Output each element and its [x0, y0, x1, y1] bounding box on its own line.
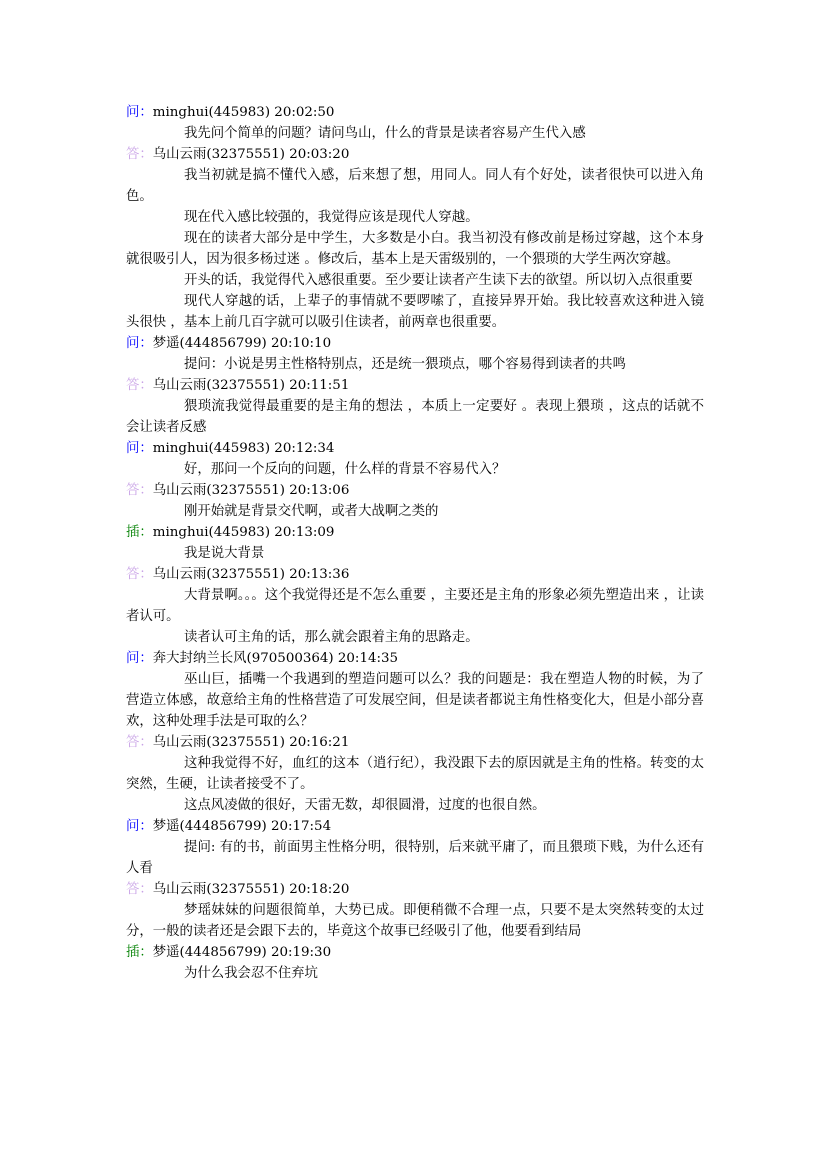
insert-tag: 插：	[126, 945, 153, 960]
entry-header	[126, 438, 704, 459]
entry-header	[126, 816, 704, 837]
answer-tag: 答：	[126, 378, 153, 393]
transcript-entry	[126, 480, 704, 522]
speaker-timestamp: 乌山云雨(32375551) 20:18:20	[152, 882, 350, 897]
speaker-timestamp: 乌山云雨(32375551) 20:13:36	[152, 567, 350, 582]
answer-tag: 答：	[126, 147, 153, 162]
speaker-timestamp: 乌山云雨(32375551) 20:13:06	[152, 483, 350, 498]
message-paragraph: 我先问个简单的问题？请问鸟山，什么的背景是读者容易产生代入感	[184, 126, 586, 141]
transcript-entry	[126, 102, 704, 144]
answer-tag: 答：	[126, 567, 153, 582]
transcript-entry	[126, 732, 704, 816]
question-tag: 问：	[126, 819, 153, 834]
message-paragraph: 读者认可主角的话，那么就会跟着主角的思路走。	[184, 630, 479, 645]
message-paragraph: 我当初就是搞不懂代入感，后来想了想，用同人。同人有个好处，读者很快可以进入角色。	[126, 168, 704, 204]
chat-transcript	[126, 102, 704, 984]
message-paragraph: 大背景啊。。。这个我觉得还是不怎么重要 ，主要还是主角的形象必须先塑造出来 ，让读者认可。	[126, 588, 704, 624]
transcript-entry	[126, 942, 704, 984]
transcript-entry	[126, 816, 704, 879]
message-paragraph: 提问：小说是男主性格特别点，还是统一猥琐点，哪个容易得到读者的共鸣	[184, 357, 626, 372]
speaker-timestamp: 梦遥(444856799) 20:17:54	[152, 819, 332, 834]
speaker-timestamp: 梦遥(444856799) 20:19:30	[152, 945, 332, 960]
message-paragraph: 巫山巨，插嘴一个我遇到的塑造问题可以么？我的问题是：我在塑造人物的时候，为了营造立体感，故意给主角的性格营造了可发展空间，但是读者都说主角性格变化大，但是小部分喜欢，这种处理手法是可取的么？	[126, 672, 704, 729]
entry-header	[126, 732, 704, 753]
answer-tag: 答：	[126, 882, 153, 897]
message-paragraph: 这点风凌做的很好，天雷无数，却很圆滑，过度的也很自然。	[184, 798, 546, 813]
message-paragraph: 现代人穿越的话，上辈子的事情就不要啰嗦了，直接异界开始。我比较喜欢这种进入镜头很快 ，基本上前几百字就可以吸引住读者，前两章也很重要。	[126, 294, 704, 330]
message-paragraph: 好，那问一个反向的问题，什么样的背景不容易代入？	[184, 462, 506, 477]
transcript-entry	[126, 648, 704, 732]
question-tag: 问：	[126, 105, 153, 120]
message-paragraph: 我是说大背景	[184, 546, 265, 561]
entry-header	[126, 648, 704, 669]
speaker-timestamp: minghui(445983) 20:13:09	[152, 525, 335, 540]
speaker-timestamp: 乌山云雨(32375551) 20:11:51	[152, 378, 350, 393]
speaker-timestamp: 乌山云雨(32375551) 20:03:20	[152, 147, 350, 162]
message-paragraph: 提问: 有的书，前面男主性格分明，很特别，后来就平庸了，而且猥琐下贱，为什么还有人看	[126, 840, 704, 876]
transcript-entry	[126, 144, 704, 333]
answer-tag: 答：	[126, 735, 153, 750]
entry-header	[126, 942, 704, 963]
message-paragraph: 开头的话，我觉得代入感很重要。至少要让读者产生读下去的欲望。所以切入点很重要	[184, 273, 693, 288]
transcript-entry	[126, 438, 704, 480]
transcript-entry	[126, 333, 704, 375]
entry-header	[126, 879, 704, 900]
entry-header	[126, 333, 704, 354]
entry-header	[126, 522, 704, 543]
message-paragraph: 现在代入感比较强的，我觉得应该是现代人穿越。	[184, 210, 479, 225]
entry-header	[126, 480, 704, 501]
transcript-entry	[126, 564, 704, 648]
entry-header	[126, 102, 704, 123]
speaker-timestamp: 乌山云雨(32375551) 20:16:21	[152, 735, 350, 750]
transcript-entry	[126, 879, 704, 942]
question-tag: 问：	[126, 441, 153, 456]
message-paragraph: 这种我觉得不好，血红的这本（逍行纪），我没跟下去的原因就是主角的性格。转变的太突然，生硬，让读者接受不了。	[126, 756, 704, 792]
entry-header	[126, 375, 704, 396]
speaker-timestamp: 奔大封纳兰长风(970500364) 20:14:35	[152, 651, 399, 666]
insert-tag: 插：	[126, 525, 153, 540]
answer-tag: 答：	[126, 483, 153, 498]
message-paragraph: 现在的读者大部分是中学生，大多数是小白。我当初没有修改前是杨过穿越，这个本身就很吸引人，因为很多杨过迷 。修改后，基本上是天雷级别的，一个猥琐的大学生两次穿越。	[126, 231, 704, 267]
transcript-entry	[126, 375, 704, 438]
entry-header	[126, 564, 704, 585]
question-tag: 问：	[126, 336, 153, 351]
speaker-timestamp: minghui(445983) 20:12:34	[152, 441, 335, 456]
transcript-entry	[126, 522, 704, 564]
message-paragraph: 为什么我会忍不住弃坑	[184, 966, 318, 981]
speaker-timestamp: 梦遥(444856799) 20:10:10	[152, 336, 332, 351]
message-paragraph: 猥琐流我觉得最重要的是主角的想法 ，本质上一定要好 。表现上猥琐 ，这点的话就不会让读者反感	[126, 399, 704, 435]
entry-header	[126, 144, 704, 165]
question-tag: 问：	[126, 651, 153, 666]
message-paragraph: 刚开始就是背景交代啊，或者大战啊之类的	[184, 504, 439, 519]
message-paragraph: 梦瑶妹妹的问题很简单，大势已成。即便稍微不合理一点，只要不是太突然转变的太过分，一般的读者还是会跟下去的，毕竟这个故事已经吸引了他，他要看到结局	[126, 903, 704, 939]
speaker-timestamp: minghui(445983) 20:02:50	[152, 105, 335, 120]
